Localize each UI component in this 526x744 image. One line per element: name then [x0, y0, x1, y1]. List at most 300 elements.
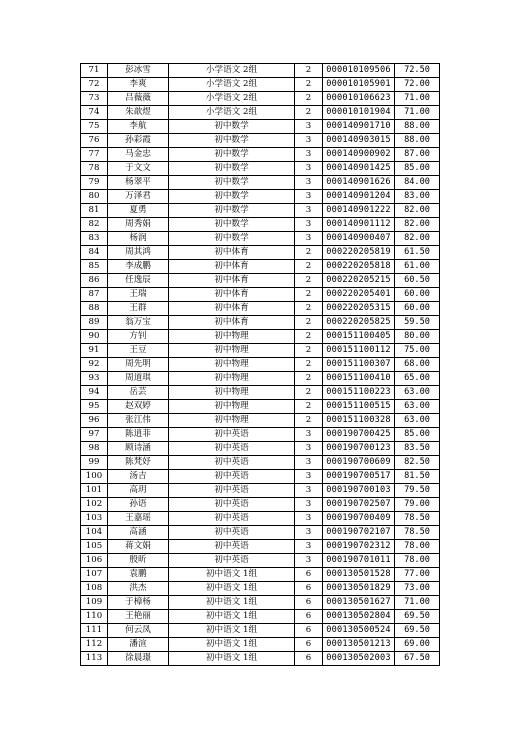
subject-cell: 小学语文 2组: [169, 64, 295, 78]
candidate-name: 徐晨璟: [108, 652, 169, 666]
score-cell: 81.50: [395, 470, 440, 484]
subject-cell: 初中物理: [169, 386, 295, 400]
table-row: [81, 246, 440, 260]
score-cell: 83.00: [395, 190, 440, 204]
table-row: [81, 190, 440, 204]
score-cell: 78.50: [395, 512, 440, 526]
quota-cell: 2: [295, 302, 323, 316]
candidate-name: 万泽君: [108, 190, 169, 204]
row-number: 80: [81, 190, 108, 204]
table-row: [81, 232, 440, 246]
quota-cell: 3: [295, 484, 323, 498]
exam-id-cell: 000190700609: [323, 456, 395, 470]
table-row: [81, 176, 440, 190]
row-number: 100: [81, 470, 108, 484]
row-number: 102: [81, 498, 108, 512]
score-cell: 82.50: [395, 456, 440, 470]
table-row: [81, 568, 440, 582]
exam-id-cell: 000140901710: [323, 120, 395, 134]
quota-cell: 3: [295, 428, 323, 442]
exam-id-cell: 000151100410: [323, 372, 395, 386]
quota-cell: 2: [295, 106, 323, 120]
quota-cell: 3: [295, 218, 323, 232]
row-number: 73: [81, 92, 108, 106]
subject-cell: 初中语文 1组: [169, 610, 295, 624]
quota-cell: 2: [295, 92, 323, 106]
row-number: 81: [81, 204, 108, 218]
candidate-name: 马金忠: [108, 148, 169, 162]
candidate-name: 王豆: [108, 344, 169, 358]
quota-cell: 6: [295, 568, 323, 582]
quota-cell: 6: [295, 638, 323, 652]
score-cell: 73.00: [395, 582, 440, 596]
quota-cell: 2: [295, 372, 323, 386]
exam-id-cell: 000010109506: [323, 64, 395, 78]
subject-cell: 初中体育: [169, 316, 295, 330]
row-number: 108: [81, 582, 108, 596]
candidate-name: 夏勇: [108, 204, 169, 218]
table-row: [81, 484, 440, 498]
exam-id-cell: 000130500524: [323, 624, 395, 638]
exam-id-cell: 000190700123: [323, 442, 395, 456]
quota-cell: 3: [295, 498, 323, 512]
subject-cell: 初中数学: [169, 218, 295, 232]
table-row: [81, 470, 440, 484]
row-number: 101: [81, 484, 108, 498]
exam-id-cell: 000190700103: [323, 484, 395, 498]
candidate-name: 周先明: [108, 358, 169, 372]
subject-cell: 初中体育: [169, 260, 295, 274]
row-number: 92: [81, 358, 108, 372]
quota-cell: 2: [295, 414, 323, 428]
table-row: [81, 134, 440, 148]
row-number: 87: [81, 288, 108, 302]
score-cell: 61.50: [395, 246, 440, 260]
candidate-name: 彭冰雪: [108, 64, 169, 78]
quota-cell: 2: [295, 260, 323, 274]
candidate-name: 周道琪: [108, 372, 169, 386]
candidate-name: 高玥: [108, 484, 169, 498]
score-cell: 71.00: [395, 596, 440, 610]
score-cell: 72.00: [395, 78, 440, 92]
row-number: 99: [81, 456, 108, 470]
exam-id-cell: 000010105901: [323, 78, 395, 92]
exam-id-cell: 000190700517: [323, 470, 395, 484]
subject-cell: 初中英语: [169, 484, 295, 498]
subject-cell: 初中英语: [169, 428, 295, 442]
table-row: [81, 456, 440, 470]
exam-id-cell: 000220205401: [323, 288, 395, 302]
score-cell: 85.00: [395, 428, 440, 442]
candidate-name: 汤吉: [108, 470, 169, 484]
subject-cell: 初中英语: [169, 554, 295, 568]
candidate-name: 翁万宝: [108, 316, 169, 330]
results-table-body: [81, 64, 440, 666]
row-number: 110: [81, 610, 108, 624]
exam-id-cell: 000130501528: [323, 568, 395, 582]
subject-cell: 初中物理: [169, 330, 295, 344]
exam-id-cell: 000140901222: [323, 204, 395, 218]
exam-id-cell: 000151100223: [323, 386, 395, 400]
candidate-name: 周秀娟: [108, 218, 169, 232]
row-number: 82: [81, 218, 108, 232]
exam-id-cell: 000190702507: [323, 498, 395, 512]
table-row: [81, 316, 440, 330]
quota-cell: 3: [295, 204, 323, 218]
row-number: 91: [81, 344, 108, 358]
table-row: [81, 106, 440, 120]
quota-cell: 2: [295, 386, 323, 400]
score-cell: 77.00: [395, 568, 440, 582]
score-cell: 72.50: [395, 64, 440, 78]
score-cell: 87.00: [395, 148, 440, 162]
score-cell: 63.00: [395, 386, 440, 400]
exam-id-cell: 000140903015: [323, 134, 395, 148]
exam-id-cell: 000190702312: [323, 540, 395, 554]
subject-cell: 初中英语: [169, 512, 295, 526]
table-row: [81, 610, 440, 624]
row-number: 85: [81, 260, 108, 274]
row-number: 90: [81, 330, 108, 344]
candidate-name: 殷昕: [108, 554, 169, 568]
subject-cell: 初中数学: [169, 134, 295, 148]
row-number: 77: [81, 148, 108, 162]
candidate-name: 岳芸: [108, 386, 169, 400]
subject-cell: 初中物理: [169, 414, 295, 428]
row-number: 83: [81, 232, 108, 246]
row-number: 104: [81, 526, 108, 540]
subject-cell: 初中语文 1组: [169, 568, 295, 582]
subject-cell: 初中物理: [169, 372, 295, 386]
row-number: 107: [81, 568, 108, 582]
quota-cell: 6: [295, 596, 323, 610]
subject-cell: 初中物理: [169, 344, 295, 358]
row-number: 106: [81, 554, 108, 568]
exam-id-cell: 000190702107: [323, 526, 395, 540]
table-row: [81, 372, 440, 386]
score-cell: 88.00: [395, 120, 440, 134]
quota-cell: 3: [295, 554, 323, 568]
row-number: 84: [81, 246, 108, 260]
row-number: 98: [81, 442, 108, 456]
score-cell: 63.00: [395, 414, 440, 428]
subject-cell: 初中体育: [169, 302, 295, 316]
row-number: 93: [81, 372, 108, 386]
score-cell: 78.50: [395, 526, 440, 540]
exam-id-cell: 000130501213: [323, 638, 395, 652]
candidate-name: 吕薇薇: [108, 92, 169, 106]
subject-cell: 小学语文 2组: [169, 78, 295, 92]
exam-id-cell: 000151100112: [323, 344, 395, 358]
table-row: [81, 78, 440, 92]
score-cell: 68.00: [395, 358, 440, 372]
score-cell: 79.00: [395, 498, 440, 512]
table-row: [81, 526, 440, 540]
candidate-name: 朱歆煜: [108, 106, 169, 120]
exam-id-cell: 000140901626: [323, 176, 395, 190]
candidate-name: 袁鹏: [108, 568, 169, 582]
quota-cell: 3: [295, 540, 323, 554]
subject-cell: 初中数学: [169, 232, 295, 246]
subject-cell: 初中物理: [169, 358, 295, 372]
score-cell: 60.00: [395, 302, 440, 316]
score-cell: 84.00: [395, 176, 440, 190]
row-number: 111: [81, 624, 108, 638]
subject-cell: 初中语文 1组: [169, 638, 295, 652]
table-row: [81, 596, 440, 610]
candidate-name: 孙彩霞: [108, 134, 169, 148]
subject-cell: 初中物理: [169, 400, 295, 414]
score-cell: 63.00: [395, 400, 440, 414]
exam-id-cell: 000130502003: [323, 652, 395, 666]
subject-cell: 初中数学: [169, 148, 295, 162]
table-row: [81, 120, 440, 134]
exam-id-cell: 000190701011: [323, 554, 395, 568]
score-cell: 82.00: [395, 218, 440, 232]
table-row: [81, 624, 440, 638]
table-row: [81, 162, 440, 176]
score-cell: 78.00: [395, 540, 440, 554]
score-cell: 71.00: [395, 92, 440, 106]
candidate-name: 王瑞: [108, 288, 169, 302]
row-number: 103: [81, 512, 108, 526]
candidate-name: 李成鹏: [108, 260, 169, 274]
subject-cell: 初中体育: [169, 274, 295, 288]
table-row: [81, 554, 440, 568]
subject-cell: 初中体育: [169, 246, 295, 260]
table-row: [81, 582, 440, 596]
score-cell: 78.00: [395, 554, 440, 568]
subject-cell: 初中英语: [169, 470, 295, 484]
candidate-name: 王艳丽: [108, 610, 169, 624]
quota-cell: 2: [295, 358, 323, 372]
row-number: 88: [81, 302, 108, 316]
quota-cell: 2: [295, 64, 323, 78]
table-row: [81, 386, 440, 400]
exam-id-cell: 000140901112: [323, 218, 395, 232]
table-row: [81, 400, 440, 414]
table-row: [81, 414, 440, 428]
row-number: 94: [81, 386, 108, 400]
exam-id-cell: 000130501829: [323, 582, 395, 596]
score-cell: 79.50: [395, 484, 440, 498]
row-number: 97: [81, 428, 108, 442]
score-cell: 60.00: [395, 288, 440, 302]
row-number: 89: [81, 316, 108, 330]
candidate-name: 王群: [108, 302, 169, 316]
subject-cell: 初中体育: [169, 288, 295, 302]
table-row: [81, 330, 440, 344]
quota-cell: 6: [295, 582, 323, 596]
table-row: [81, 260, 440, 274]
candidate-name: 高涵: [108, 526, 169, 540]
candidate-name: 方钊: [108, 330, 169, 344]
table-row: [81, 288, 440, 302]
subject-cell: 小学语文 2组: [169, 106, 295, 120]
candidate-name: 张江伟: [108, 414, 169, 428]
candidate-name: 陈梵妤: [108, 456, 169, 470]
row-number: 79: [81, 176, 108, 190]
candidate-name: 杨翠平: [108, 176, 169, 190]
candidate-name: 潘渲: [108, 638, 169, 652]
score-cell: 61.00: [395, 260, 440, 274]
row-number: 112: [81, 638, 108, 652]
subject-cell: 初中英语: [169, 540, 295, 554]
row-number: 86: [81, 274, 108, 288]
row-number: 78: [81, 162, 108, 176]
quota-cell: 2: [295, 78, 323, 92]
quota-cell: 2: [295, 316, 323, 330]
quota-cell: 2: [295, 344, 323, 358]
exam-id-cell: 000130501627: [323, 596, 395, 610]
exam-id-cell: 000220205818: [323, 260, 395, 274]
subject-cell: 初中数学: [169, 120, 295, 134]
quota-cell: 3: [295, 120, 323, 134]
table-row: [81, 652, 440, 666]
quota-cell: 3: [295, 162, 323, 176]
quota-cell: 3: [295, 176, 323, 190]
table-row: [81, 428, 440, 442]
table-row: [81, 274, 440, 288]
row-number: 96: [81, 414, 108, 428]
exam-id-cell: 000151100328: [323, 414, 395, 428]
score-cell: 69.50: [395, 610, 440, 624]
exam-id-cell: 000140900407: [323, 232, 395, 246]
exam-id-cell: 000130502804: [323, 610, 395, 624]
quota-cell: 3: [295, 526, 323, 540]
exam-id-cell: 000220205215: [323, 274, 395, 288]
quota-cell: 3: [295, 190, 323, 204]
quota-cell: 3: [295, 456, 323, 470]
table-row: [81, 148, 440, 162]
candidate-name: 李航: [108, 120, 169, 134]
subject-cell: 初中英语: [169, 442, 295, 456]
table-row: [81, 638, 440, 652]
table-row: [81, 498, 440, 512]
table-row: [81, 358, 440, 372]
quota-cell: 2: [295, 288, 323, 302]
quota-cell: 6: [295, 624, 323, 638]
candidate-name: 陈逍菲: [108, 428, 169, 442]
quota-cell: 6: [295, 610, 323, 624]
score-cell: 85.00: [395, 162, 440, 176]
score-cell: 82.00: [395, 204, 440, 218]
score-cell: 69.00: [395, 638, 440, 652]
row-number: 113: [81, 652, 108, 666]
subject-cell: 初中语文 1组: [169, 582, 295, 596]
subject-cell: 小学语文 2组: [169, 92, 295, 106]
exam-id-cell: 000151100405: [323, 330, 395, 344]
quota-cell: 2: [295, 246, 323, 260]
score-cell: 67.50: [395, 652, 440, 666]
quota-cell: 3: [295, 442, 323, 456]
exam-id-cell: 000220205825: [323, 316, 395, 330]
candidate-name: 李爽: [108, 78, 169, 92]
candidate-name: 任逸辰: [108, 274, 169, 288]
subject-cell: 初中英语: [169, 498, 295, 512]
subject-cell: 初中数学: [169, 162, 295, 176]
candidate-name: 周其鸿: [108, 246, 169, 260]
exam-id-cell: 000220205315: [323, 302, 395, 316]
score-cell: 59.50: [395, 316, 440, 330]
quota-cell: 3: [295, 470, 323, 484]
table-row: [81, 218, 440, 232]
exam-id-cell: 000140901204: [323, 190, 395, 204]
exam-id-cell: 000010106623: [323, 92, 395, 106]
candidate-name: 于文文: [108, 162, 169, 176]
subject-cell: 初中语文 1组: [169, 652, 295, 666]
row-number: 72: [81, 78, 108, 92]
subject-cell: 初中数学: [169, 204, 295, 218]
subject-cell: 初中数学: [169, 190, 295, 204]
table-row: [81, 540, 440, 554]
exam-id-cell: 000151100307: [323, 358, 395, 372]
candidate-name: 赵双婷: [108, 400, 169, 414]
quota-cell: 3: [295, 512, 323, 526]
score-cell: 88.00: [395, 134, 440, 148]
table-row: [81, 344, 440, 358]
table-row: [81, 92, 440, 106]
quota-cell: 3: [295, 134, 323, 148]
row-number: 109: [81, 596, 108, 610]
row-number: 75: [81, 120, 108, 134]
exam-id-cell: 000140901425: [323, 162, 395, 176]
table-row: [81, 302, 440, 316]
score-cell: 65.00: [395, 372, 440, 386]
subject-cell: 初中英语: [169, 526, 295, 540]
quota-cell: 3: [295, 232, 323, 246]
row-number: 74: [81, 106, 108, 120]
row-number: 105: [81, 540, 108, 554]
score-cell: 80.00: [395, 330, 440, 344]
quota-cell: 2: [295, 330, 323, 344]
row-number: 71: [81, 64, 108, 78]
table-row: [81, 512, 440, 526]
score-cell: 69.50: [395, 624, 440, 638]
row-number: 95: [81, 400, 108, 414]
quota-cell: 6: [295, 652, 323, 666]
score-cell: 71.00: [395, 106, 440, 120]
exam-id-cell: 000190700425: [323, 428, 395, 442]
candidate-name: 孙语: [108, 498, 169, 512]
subject-cell: 初中数学: [169, 176, 295, 190]
exam-id-cell: 000151100515: [323, 400, 395, 414]
table-row: [81, 204, 440, 218]
candidate-name: 王嘉瑶: [108, 512, 169, 526]
subject-cell: 初中英语: [169, 456, 295, 470]
score-cell: 82.00: [395, 232, 440, 246]
row-number: 76: [81, 134, 108, 148]
score-cell: 60.50: [395, 274, 440, 288]
candidate-name: 蒋文娟: [108, 540, 169, 554]
quota-cell: 2: [295, 274, 323, 288]
exam-id-cell: 000190700409: [323, 512, 395, 526]
score-cell: 75.00: [395, 344, 440, 358]
subject-cell: 初中语文 1组: [169, 596, 295, 610]
candidate-name: 洪杰: [108, 582, 169, 596]
exam-id-cell: 000220205819: [323, 246, 395, 260]
exam-id-cell: 000140900902: [323, 148, 395, 162]
exam-id-cell: 000010101904: [323, 106, 395, 120]
quota-cell: 2: [295, 400, 323, 414]
candidate-name: 顾诗涵: [108, 442, 169, 456]
results-table: [80, 63, 440, 666]
table-row: [81, 64, 440, 78]
subject-cell: 初中语文 1组: [169, 624, 295, 638]
candidate-name: 何云凤: [108, 624, 169, 638]
table-row: [81, 442, 440, 456]
candidate-name: 于樟杨: [108, 596, 169, 610]
